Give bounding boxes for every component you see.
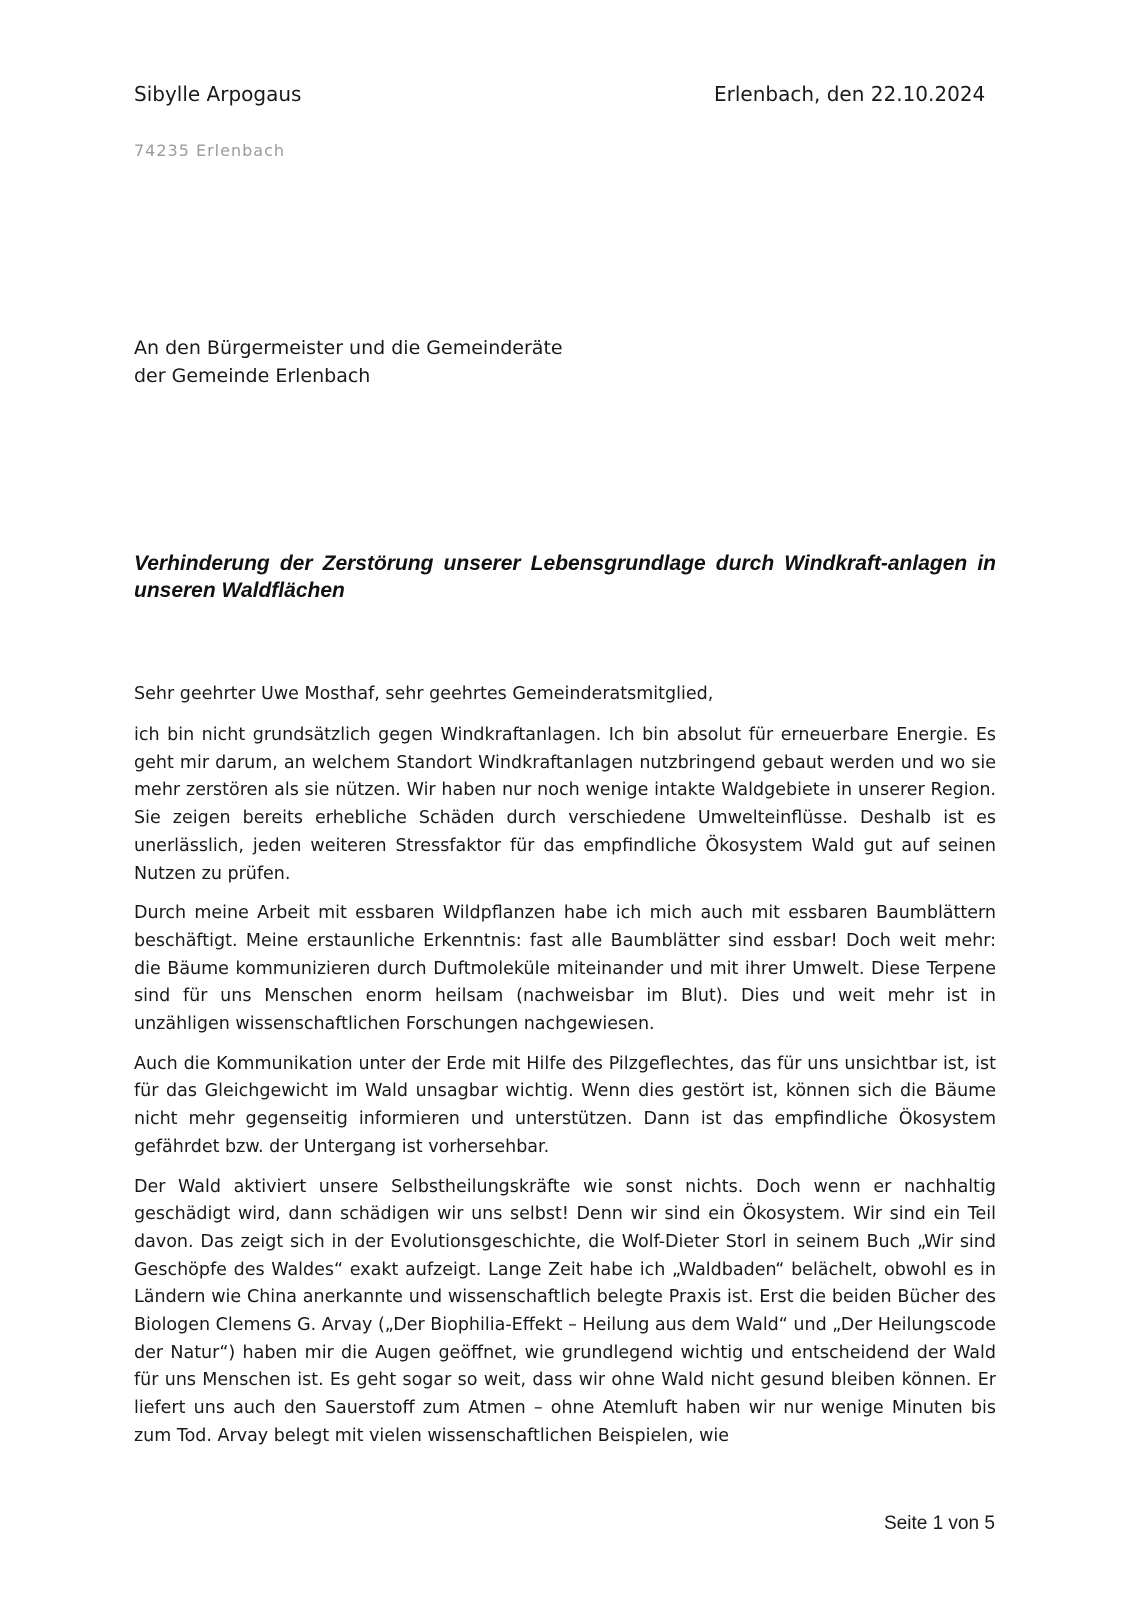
sender-name: Sibylle Arpogaus — [134, 82, 302, 106]
letter-body — [134, 722, 996, 1463]
body-paragraph-4: Der Wald aktiviert unsere Selbstheilungskräfte wie sonst nichts. Doch wenn er nachhaltig geschädigt wird, dann schädigen wir uns selbst! Denn wir sind ein Ökosystem. Wir sind ein Teil davon. Das zeigt sich in der Evolutionsgeschichte, die Wolf-Dieter Storl in seinem Buch „Wir sind Geschöpfe des Waldes“ exakt aufzeigt. Lange Zeit habe ich „Waldbaden“ belächelt, obwohl es in Ländern wie China anerkannte und wissenschaftlich belegte Praxis ist. Erst die beiden Bücher des Biologen Clemens G. Arvay („Der Biophilia-Effekt – Heilung aus dem Wald“ und „Der Heilungscode der Natur“) haben mir die Augen geöffnet, wie grundlegend wichtig und entscheidend der Wald für uns Menschen ist. Es geht sogar so weit, dass wir ohne Wald nicht gesund bleiben können. Er liefert uns auch den Sauerstoff zum Atmen – ohne Atemluft haben wir nur wenige Minuten bis zum Tod. Arvay belegt mit vielen wissenschaftlichen Beispielen, wie — [134, 1176, 996, 1446]
body-paragraph-1: ich bin nicht grundsätzlich gegen Windkraftanlagen. Ich bin absolut für erneuerbare Energie. Es geht mir darum, an welchem Standort Windkraftanlagen nutzbringend gebaut werden und wo sie mehr zerstören als sie nützen. Wir haben nur noch wenige intakte Waldgebiete in unserer Region. Sie zeigen bereits erhebliche Schäden durch verschiedene Umwelteinflüsse. Deshalb ist es unerlässlich, jeden weiteren Stressfaktor für das empfindliche Ökosystem Wald gut auf seinen Nutzen zu prüfen. — [134, 725, 996, 884]
salutation: Sehr geehrter Uwe Mosthaf, sehr geehrtes Gemeinderatsmitglied, — [134, 684, 714, 704]
cropped-address-line — [134, 141, 304, 162]
page-number: Seite 1 von 5 — [884, 1513, 995, 1534]
letter-subject: Verhinderung der Zerstörung unserer Lebensgrundlage durch Windkraft-anlagen in unseren Waldflächen — [134, 552, 996, 602]
recipient-line-2: der Gemeinde Erlenbach — [134, 365, 371, 387]
place-date: Erlenbach, den 22.10.2024 — [714, 82, 986, 106]
body-paragraph-2: Durch meine Arbeit mit essbaren Wildpflanzen habe ich mich auch mit essbaren Baumblättern beschäftigt. Meine erstaunliche Erkenntnis: fast alle Baumblätter sind essbar! Doch weit mehr: die Bäume kommunizieren durch Duftmoleküle miteinander und mit ihrer Umwelt. Diese Terpene sind für uns Menschen enorm heilsam (nachweisbar im Blut). Dies und weit mehr ist in unzähligen wissenschaftlichen Forschungen nachgewiesen. — [134, 903, 996, 1035]
recipient-block — [134, 334, 563, 390]
body-paragraph-3: Auch die Kommunikation unter der Erde mit Hilfe des Pilzgeflechtes, das für uns unsichtbar ist, ist für das Gleichgewicht im Wald unsagbar wichtig. Wenn dies gestört ist, können sich die Bäume nicht mehr gegenseitig informieren und unterstützen. Dann ist das empfindliche Ökosystem gefährdet bzw. der Untergang ist vorhersehbar. — [134, 1053, 996, 1157]
recipient-line-1: An den Bürgermeister und die Gemeinderäte — [134, 337, 563, 359]
cropped-address-text: 74235 Erlenbach — [134, 141, 285, 160]
